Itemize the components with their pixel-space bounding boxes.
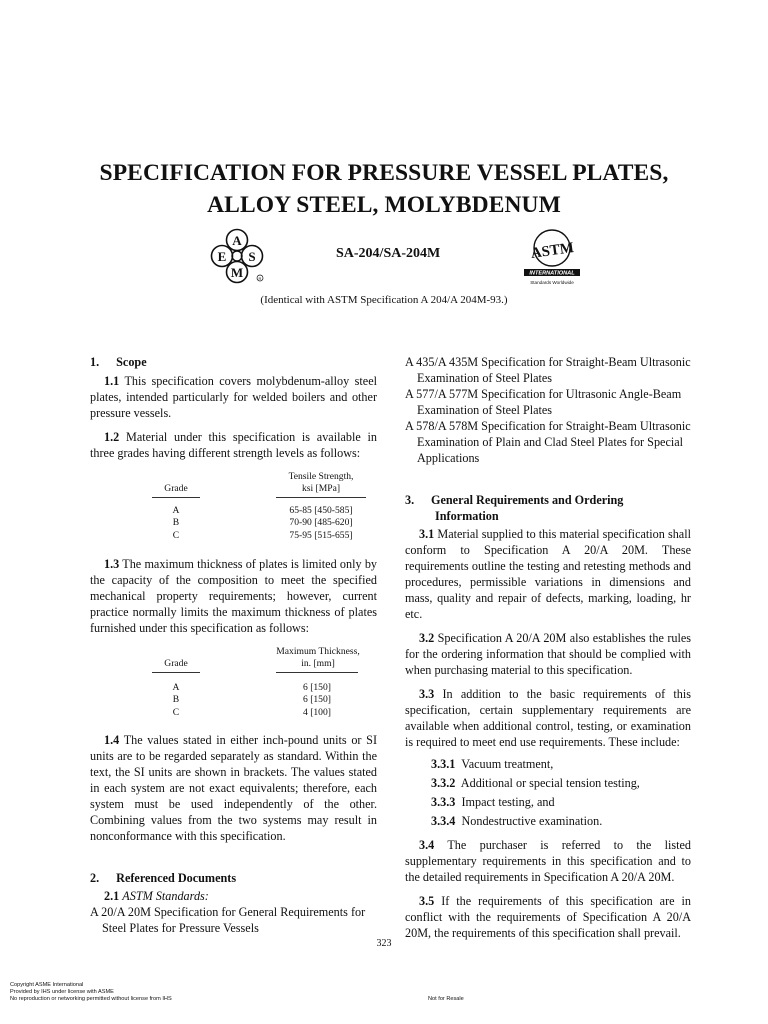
spec-number: SA-204/SA-204M bbox=[336, 246, 441, 261]
table-row: A bbox=[172, 682, 180, 693]
paragraph-3-4: 3.4 The purchaser is referred to the listed supplementary requirements in this specification and to the detailed requirements in Specification A 20/A 20M. bbox=[405, 838, 692, 884]
table-cell: 70-90 [485-620] bbox=[289, 517, 353, 529]
paragraph-3-2: 3.2 Specification A 20/A 20M also establishes the rules for the ordering information that should be complied with when purchasing material to this specification. bbox=[405, 631, 692, 677]
table-row: C bbox=[172, 529, 180, 541]
paragraph-1-1: 1.1 This specification covers molybdenum-alloy steel plates, intended particularly for welded boilers and other pressure vessels. bbox=[90, 374, 377, 420]
table-header-tensile: Tensile Strength, ksi [MPa] bbox=[288, 471, 354, 495]
table-col-strength bbox=[276, 505, 366, 542]
astm-logo bbox=[522, 226, 582, 290]
table-row: A bbox=[172, 505, 180, 516]
table-row: B bbox=[172, 694, 180, 706]
table-header-thickness: Maximum Thickness, in. [mm] bbox=[276, 646, 360, 670]
left-column bbox=[90, 354, 377, 936]
table-row: B bbox=[172, 517, 180, 529]
section-3-heading: 3. General Requirements and Ordering Information bbox=[405, 493, 624, 523]
supplementary-list bbox=[405, 755, 691, 831]
asme-logo-letter-e: E bbox=[217, 249, 227, 264]
document-title-line-2: ALLOY STEEL, MOLYBDENUM bbox=[207, 192, 561, 218]
svg-text:R: R bbox=[258, 276, 262, 281]
list-item: 3.3.4 Nondestructive examination. bbox=[431, 814, 603, 828]
asme-logo-letter-m: M bbox=[230, 265, 244, 280]
section-1-heading: 1. Scope bbox=[90, 355, 147, 369]
paragraph-3-5: 3.5 If the requirements of this specification are in conflict with the requirements of Specification A 20/A 20M, the requirements of this specification shall prevail. bbox=[405, 894, 691, 940]
copyright-footer: Copyright ASME International Provided by IHS under license with ASME No reproduction or networking permitted without license from IHS bbox=[10, 982, 172, 1002]
grade-strength-table bbox=[90, 471, 377, 545]
astm-logo-text: ASTM bbox=[529, 240, 575, 262]
asme-logo-letter-a: A bbox=[232, 233, 242, 248]
astm-logo-tagline: Standards Worldwide bbox=[530, 280, 574, 285]
paragraph-1-2: 1.2 Material under this specification is available in three grades having different strength levels as follows: bbox=[90, 430, 378, 460]
list-item: 3.3.1 Vacuum treatment, bbox=[431, 757, 554, 771]
asme-logo-letter-s: S bbox=[248, 249, 256, 264]
table-cell: 75-95 [515-655] bbox=[289, 529, 353, 541]
paragraph-3-3: 3.3 In addition to the basic requirements of this specification, certain supplementary requirements are available when additional control, testing, or examination is required to meet end use requirements. These include: bbox=[405, 687, 691, 749]
asme-logo bbox=[208, 228, 268, 284]
reference-item: A 578/A 578M Specification for Straight-Beam Ultrasonic Examination of Plain and Clad Steel Plates for Special Applications bbox=[405, 419, 691, 465]
table-header-grade: Grade bbox=[164, 658, 188, 669]
table-row: C bbox=[172, 706, 180, 718]
paragraph-1-3: 1.3 The maximum thickness of plates is limited only by the capacity of the composition to meet the specified mechanical property requirements; however, current practice normally limits the maximum thickness of plates furnished under this specification as follows: bbox=[90, 557, 378, 635]
reference-item: A 435/A 435M Specification for Straight-Beam Ultrasonic Examination of Steel Plates bbox=[405, 355, 691, 385]
reference-item: A 577/A 577M Specification for Ultrasonic Angle-Beam Examination of Steel Plates bbox=[405, 387, 682, 417]
paragraph-3-1: 3.1 Material supplied to this material specification shall conform to Specification A 20/A 20M. These requirements outline the testing and retesting methods and procedures, permissible variations in dimensions and mass, quality and repair of defects, marking, loading, hr etc. bbox=[405, 527, 691, 621]
list-item: 3.3.3 Impact testing, and bbox=[431, 795, 555, 809]
document-title-line-1: SPECIFICATION FOR PRESSURE VESSEL PLATES, bbox=[99, 160, 669, 186]
identical-note: (Identical with ASTM Specification A 204/A 204M-93.) bbox=[260, 294, 508, 306]
table-header-grade: Grade bbox=[164, 483, 188, 494]
table-col-thickness bbox=[276, 682, 358, 719]
page-number: 323 bbox=[376, 938, 392, 949]
table-cell: 6 [150] bbox=[303, 694, 331, 706]
paragraph-2-1: 2.1 ASTM Standards: bbox=[104, 889, 209, 903]
astm-logo-band: INTERNATIONAL bbox=[529, 270, 575, 277]
right-column bbox=[405, 354, 691, 941]
table-col-grade bbox=[152, 682, 200, 719]
table-cell: 6 [150] bbox=[303, 682, 331, 693]
list-item: 3.3.2 Additional or special tension testing, bbox=[431, 776, 640, 790]
table-col-grade bbox=[152, 505, 200, 542]
paragraph-1-4: 1.4 The values stated in either inch-pound units or SI units are to be regarded separately as standard. Within the text, the SI units are shown in brackets. The values stated in each system are not exact equivalents; therefore, each system must be used independently of the other. Combining values from the two systems may result in nonconformance with this specification. bbox=[90, 733, 377, 843]
not-for-resale-footer: Not for Resale bbox=[428, 996, 464, 1002]
grade-thickness-table bbox=[90, 646, 377, 722]
table-cell: 4 [100] bbox=[303, 706, 331, 718]
section-2-heading: 2. Referenced Documents bbox=[90, 871, 237, 885]
reference-item: A 20/A 20M Specification for General Requirements for Steel Plates for Pressure Vessels bbox=[90, 905, 366, 935]
table-cell: 65-85 [450-585] bbox=[289, 505, 353, 516]
